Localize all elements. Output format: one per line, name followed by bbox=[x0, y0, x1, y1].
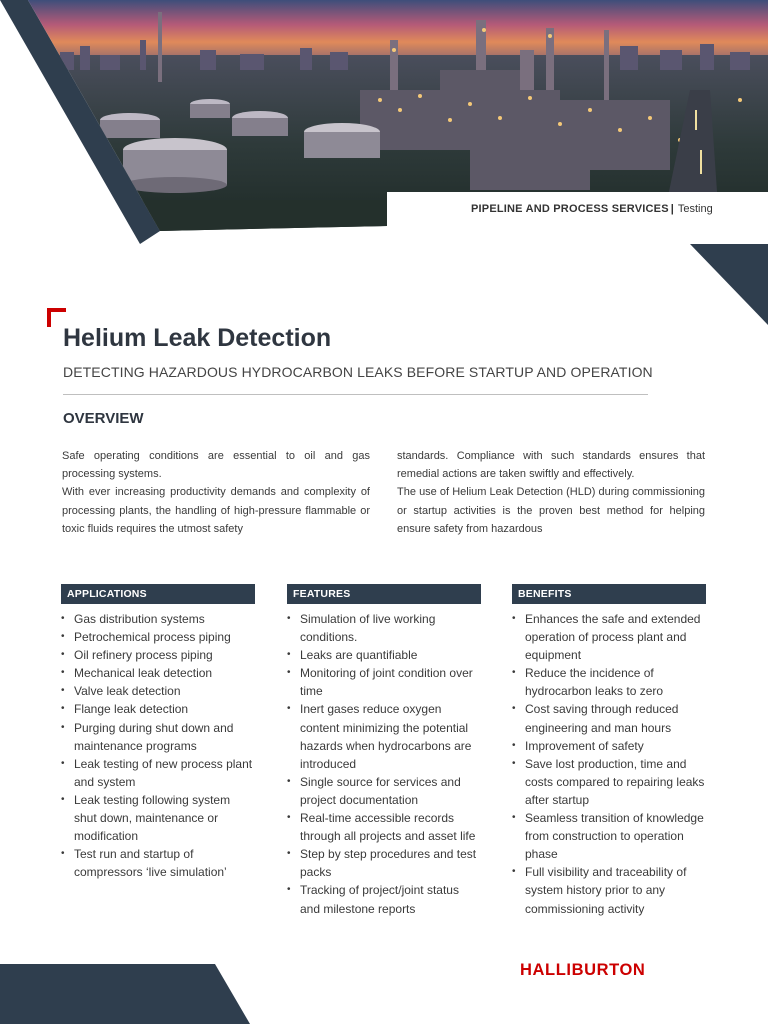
list-item-text: Leaks are quantifiable bbox=[300, 648, 418, 663]
list-item bbox=[61, 700, 255, 718]
footer-accent-shape bbox=[0, 964, 250, 1024]
list-item-text: Test run and startup of compressors ‘live simulation’ bbox=[74, 847, 227, 880]
benefits-heading: BENEFITS bbox=[512, 584, 706, 604]
overview-paragraph: standards. Compliance with such standards ensures that remedial actions are taken swiftly and effectively. bbox=[397, 450, 705, 481]
overview-paragraph: The use of Helium Leak Detection (HLD) during commissioning or startup activities is the proven best method for helping ensure safety from hazardous bbox=[397, 486, 705, 535]
halliburton-logo: HALLIBURTON bbox=[520, 961, 646, 979]
list-item bbox=[287, 773, 481, 809]
list-item-text: Leak testing of new process plant and system bbox=[74, 756, 253, 789]
list-item-text: Simulation of live working conditions. bbox=[300, 612, 436, 645]
bullet-icon: • bbox=[61, 757, 65, 769]
bullet-icon: • bbox=[61, 721, 65, 733]
bullet-icon: • bbox=[512, 703, 516, 715]
list-item bbox=[61, 682, 255, 700]
list-item-text: Save lost production, time and costs compared to repairing leaks after startup bbox=[525, 756, 705, 807]
list-item bbox=[61, 610, 255, 628]
list-item bbox=[287, 646, 481, 664]
applications-list bbox=[61, 610, 255, 881]
list-item-text: Inert gases reduce oxygen content minimizing the potential hazards when hydrocarbons are introduced bbox=[300, 702, 472, 771]
page-subtitle: DETECTING HAZARDOUS HYDROCARBON LEAKS BEFORE STARTUP AND OPERATION bbox=[63, 364, 653, 380]
list-item bbox=[512, 809, 706, 863]
features-column bbox=[287, 584, 481, 918]
list-item bbox=[287, 809, 481, 845]
list-item bbox=[61, 719, 255, 755]
bullet-icon: • bbox=[287, 884, 291, 896]
bullet-icon: • bbox=[512, 866, 516, 878]
header-photo bbox=[0, 0, 768, 330]
list-item bbox=[512, 700, 706, 736]
bullet-icon: • bbox=[512, 739, 516, 751]
features-list bbox=[287, 610, 481, 918]
applications-column bbox=[61, 584, 255, 881]
list-item bbox=[61, 791, 255, 845]
list-item-text: Step by step procedures and test packs bbox=[300, 847, 477, 880]
header-separator: | bbox=[670, 203, 674, 215]
list-item bbox=[61, 646, 255, 664]
list-item-text: Single source for services and project documentation bbox=[300, 774, 461, 807]
bullet-icon: • bbox=[61, 793, 65, 805]
applications-heading: APPLICATIONS bbox=[61, 584, 255, 604]
bullet-icon: • bbox=[287, 703, 291, 715]
overview-text-right bbox=[397, 447, 705, 539]
category-label: Testing bbox=[677, 203, 713, 215]
overview-paragraph: With ever increasing productivity demands and complexity of processing plants, the handling of high-pressure flammable or toxic fluids requires the utmost safety bbox=[62, 486, 370, 535]
list-item-text: Cost saving through reduced engineering and man hours bbox=[525, 702, 679, 735]
list-item bbox=[512, 755, 706, 809]
list-item-text: Monitoring of joint condition over time bbox=[300, 666, 473, 699]
list-item-text: Leak testing following system shut down, maintenance or modification bbox=[74, 792, 231, 844]
bullet-icon: • bbox=[61, 685, 65, 697]
features-heading: FEATURES bbox=[287, 584, 481, 604]
bullet-icon: • bbox=[287, 667, 291, 679]
list-item-text: Petrochemical process piping bbox=[74, 630, 231, 645]
list-item-text: Tracking of project/joint status and milestone reports bbox=[300, 883, 459, 916]
bullet-icon: • bbox=[512, 613, 516, 624]
list-item-text: Oil refinery process piping bbox=[74, 648, 213, 663]
list-item bbox=[512, 664, 706, 700]
bullet-icon: • bbox=[512, 812, 516, 824]
benefits-list bbox=[512, 610, 706, 918]
list-item bbox=[287, 881, 481, 917]
bullet-icon: • bbox=[61, 703, 65, 715]
list-item-text: Valve leak detection bbox=[74, 684, 181, 699]
bullet-icon: • bbox=[287, 775, 291, 787]
list-item bbox=[287, 610, 481, 646]
list-item bbox=[61, 628, 255, 646]
list-item bbox=[287, 700, 481, 772]
list-item-text: Improvement of safety bbox=[525, 738, 644, 753]
bullet-icon: • bbox=[287, 812, 291, 824]
list-item bbox=[61, 664, 255, 682]
bullet-icon: • bbox=[287, 613, 291, 624]
bullet-icon: • bbox=[61, 667, 65, 679]
list-item-text: Purging during shut down and maintenance programs bbox=[74, 720, 234, 753]
list-item bbox=[512, 737, 706, 755]
bullet-icon: • bbox=[61, 631, 65, 643]
list-item-text: Gas distribution systems bbox=[74, 612, 205, 626]
page-title: Helium Leak Detection bbox=[63, 324, 332, 352]
service-category-bar bbox=[387, 192, 768, 226]
list-item bbox=[512, 610, 706, 664]
bullet-icon: • bbox=[287, 848, 291, 860]
list-item-text: Flange leak detection bbox=[74, 702, 189, 717]
bullet-icon: • bbox=[512, 667, 516, 679]
list-item bbox=[61, 845, 255, 881]
benefits-column bbox=[512, 584, 706, 918]
list-item-text: Seamless transition of knowledge from construction to operation phase bbox=[525, 811, 704, 862]
bullet-icon: • bbox=[61, 848, 65, 860]
list-item-text: Reduce the incidence of hydrocarbon leaks to zero bbox=[525, 666, 664, 699]
overview-heading: OVERVIEW bbox=[63, 410, 144, 427]
overview-paragraph: Safe operating conditions are essential to oil and gas processing systems. bbox=[62, 450, 370, 481]
bullet-icon: • bbox=[512, 757, 516, 769]
list-item-text: Full visibility and traceability of system history prior to any commissioning activity bbox=[525, 865, 687, 916]
list-item bbox=[287, 845, 481, 881]
title-divider bbox=[63, 394, 648, 395]
bullet-icon: • bbox=[61, 649, 65, 661]
bullet-icon: • bbox=[61, 613, 65, 624]
list-item-text: Real-time accessible records through all projects and asset life bbox=[300, 811, 476, 844]
list-item bbox=[512, 863, 706, 917]
bullet-icon: • bbox=[287, 649, 291, 661]
overview-text-left bbox=[62, 447, 370, 539]
division-label: PIPELINE AND PROCESS SERVICES bbox=[471, 203, 669, 215]
list-item bbox=[61, 755, 255, 791]
list-item-text: Mechanical leak detection bbox=[74, 666, 213, 681]
list-item-text: Enhances the safe and extended operation of process plant and equipment bbox=[525, 612, 701, 663]
list-item bbox=[287, 664, 481, 700]
